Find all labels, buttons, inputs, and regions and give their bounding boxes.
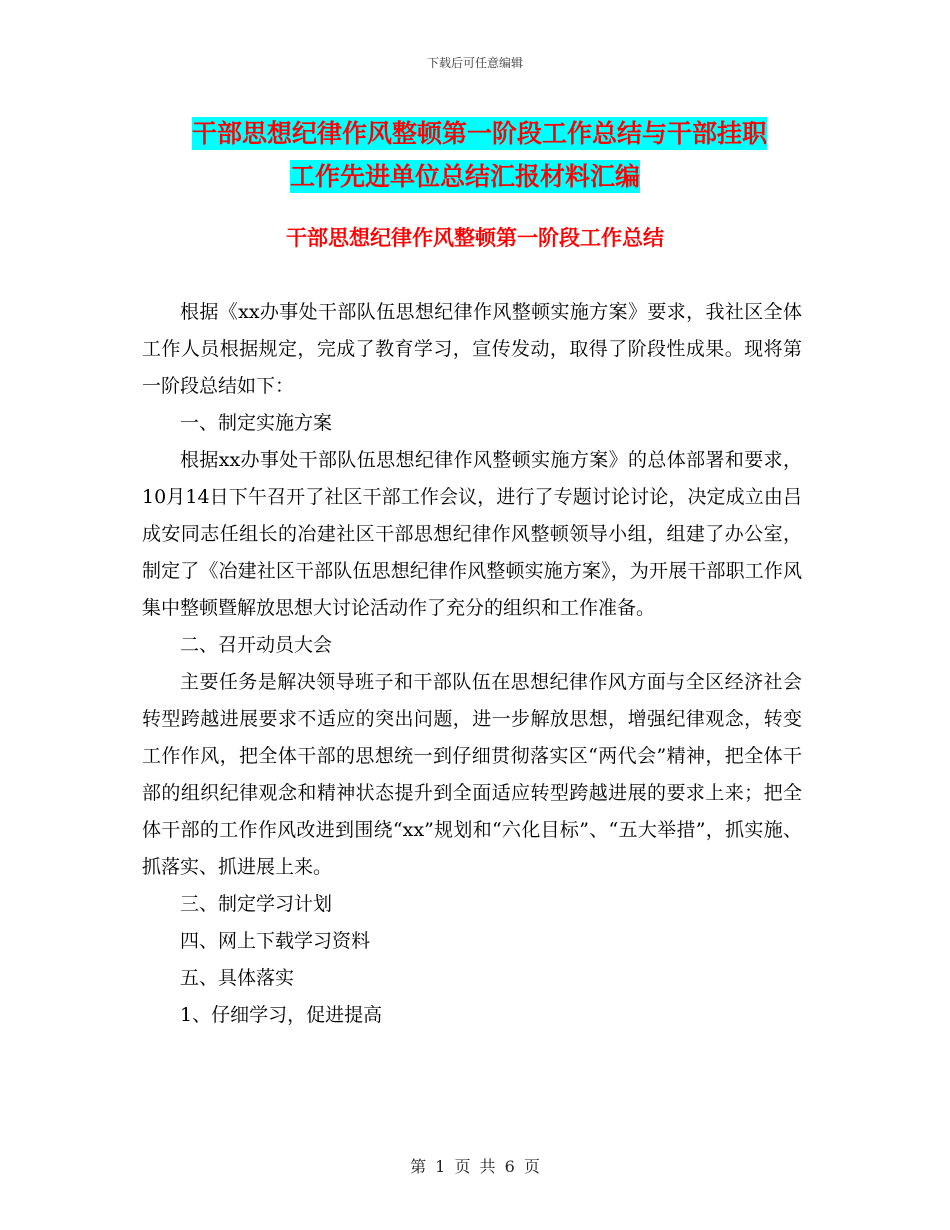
heading-5: 五、具体落实 [180, 967, 295, 989]
heading-3: 三、制定学习计划 [180, 893, 333, 915]
paragraph-1: 根据xx办事处干部队伍思想纪律作风整顿实施方案》的总体部署和要求，10月14日下午召开了社区干部工作会议，进行了专题讨论讨论，决定成立由吕成安同志任组长的冶建社区干部思想纪律作风整顿领导小组，组建了办公室，制定了《冶建社区干部队伍思想纪律作风整顿实施方案》，为开展干部职工作风集中整顿暨解放思想大讨论活动作了充分的组织和工作准备。 [142, 449, 802, 619]
heading-1: 一、制定实施方案 [180, 412, 333, 434]
paragraph-2: 主要任务是解决领导班子和干部队伍在思想纪律作风方面与全区经济社会转型跨越进展要求不适应的突出问题，进一步解放思想，增强纪律观念，转变工作作风，把全体干部的思想统一到仔细贯彻落实区“两代会”精神，把全体干部的组织纪律观念和精神状态提升到全面适应转型跨越进展的要求上来；把全体干部的工作作风改进到围绕“xx”规划和“六化目标”、“五大举措”，抓实施、抓落实、抓进展上来。 [142, 671, 802, 878]
document-title-line-1 [192, 114, 812, 150]
document-title-line-1-text: 干部思想纪律作风整顿第一阶段工作总结与干部挂职 [192, 119, 768, 148]
heading-2: 二、召开动员大会 [180, 634, 333, 656]
heading-4: 四、网上下载学习资料 [180, 930, 371, 952]
subheading-1: 1、仔细学习，促进提高 [180, 1004, 383, 1026]
page-number-footer: 第 1 页 共 6 页 [410, 1157, 540, 1176]
paragraph-intro: 根据《xx办事处干部队伍思想纪律作风整顿实施方案》要求，我社区全体工作人员根据规定，完成了教育学习，宣传发动，取得了阶段性成果。现将第一阶段总结如下： [142, 301, 802, 397]
section-title: 干部思想纪律作风整顿第一阶段工作总结 [286, 226, 664, 250]
document-body [142, 294, 802, 1034]
document-title-line-2 [290, 157, 910, 193]
document-title-line-2-text: 工作先进单位总结汇报材料汇编 [290, 162, 641, 191]
page-header-note: 下载后可任意编辑 [426, 56, 523, 70]
